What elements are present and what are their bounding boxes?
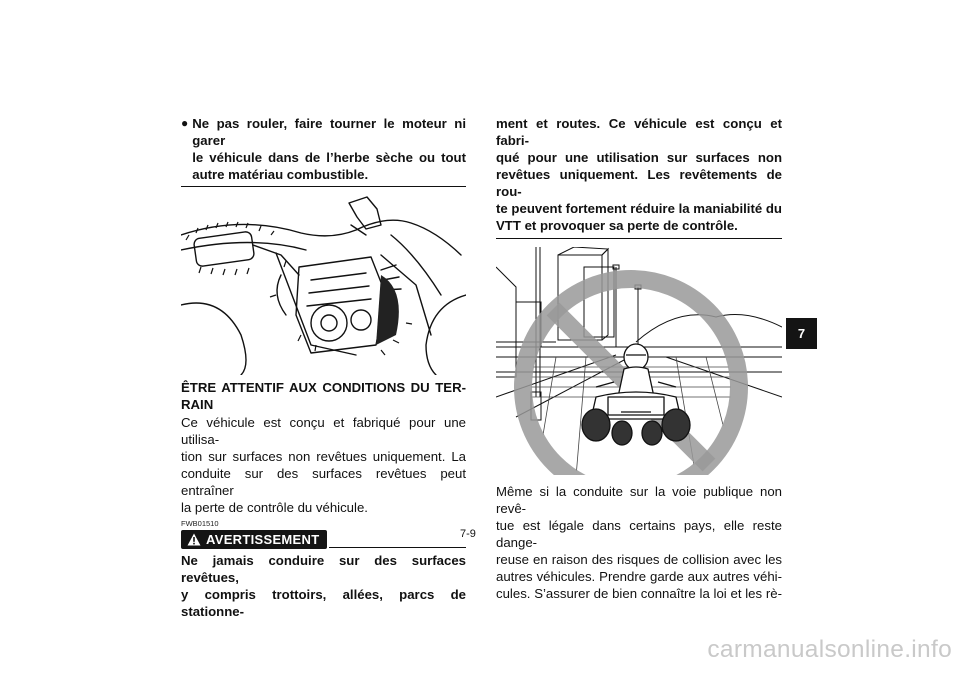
page-number: 7-9 — [460, 528, 476, 540]
divider — [496, 238, 782, 239]
warning-text — [181, 552, 466, 620]
body-line: conduite sur des surfaces revêtues peut entraîner — [181, 466, 466, 498]
body-line: Même si la conduite sur la voie publique non revê- — [496, 484, 782, 516]
right-column — [496, 115, 782, 602]
warning-header — [181, 530, 466, 549]
warning-line: revêtues uniquement. Les revêtements de rou- — [496, 167, 782, 199]
body-line: la perte de contrôle du véhicule. — [181, 500, 368, 515]
body-line: autres véhicules. Prendre garde aux autres véhi- — [496, 569, 782, 584]
body-paragraph — [496, 483, 782, 602]
bullet-icon: ● — [181, 116, 189, 130]
chapter-tab: 7 — [786, 318, 817, 349]
heading-line: RAIN — [181, 397, 214, 412]
warning-line: Ne jamais conduire sur des surfaces revêtues, — [181, 553, 466, 585]
warning-line: y compris trottoirs, allées, parcs de stationne- — [181, 587, 466, 619]
bullet-text — [192, 115, 466, 183]
body-line: tion sur surfaces non revêtues uniquement. La — [181, 449, 466, 464]
body-line: cules. S’assurer de bien connaître la loi et les rè- — [496, 586, 782, 601]
warning-triangle-icon — [187, 533, 201, 546]
watermark: carmanualsonline.info — [707, 636, 952, 663]
atv-engine-illustration — [181, 195, 466, 375]
bullet-line: le véhicule dans de l’herbe sèche ou tout — [192, 150, 466, 165]
bullet-line: autre matériau combustible. — [192, 167, 369, 182]
body-line: Ce véhicule est conçu et fabriqué pour une utilisa- — [181, 415, 466, 447]
warning-line: ment et routes. Ce véhicule est conçu et fabri- — [496, 116, 782, 148]
body-line: tue est légale dans certains pays, elle reste dange- — [496, 518, 782, 550]
warning-code: FWB01510 — [181, 519, 219, 528]
divider — [181, 186, 466, 187]
warning-line: VTT et provoquer sa perte de contrôle. — [496, 218, 738, 233]
warning-line: qué pour une utilisation sur surfaces non — [496, 150, 782, 165]
warning-line: te peuvent fortement réduire la maniabilité du — [496, 201, 782, 216]
body-paragraph — [181, 414, 466, 516]
left-column — [181, 115, 466, 620]
warning-label: AVERTISSEMENT — [206, 532, 320, 547]
warning-continuation — [496, 115, 782, 234]
section-heading — [181, 379, 466, 413]
bullet-item — [181, 115, 466, 183]
warning-rule — [329, 547, 466, 548]
no-paved-road-illustration — [496, 247, 782, 475]
body-line: reuse en raison des risques de collision avec les — [496, 552, 782, 567]
bullet-line: Ne pas rouler, faire tourner le moteur ni garer — [192, 116, 466, 148]
warning-badge — [181, 530, 327, 549]
heading-line: ÊTRE ATTENTIF AUX CONDITIONS DU TER- — [181, 380, 466, 395]
